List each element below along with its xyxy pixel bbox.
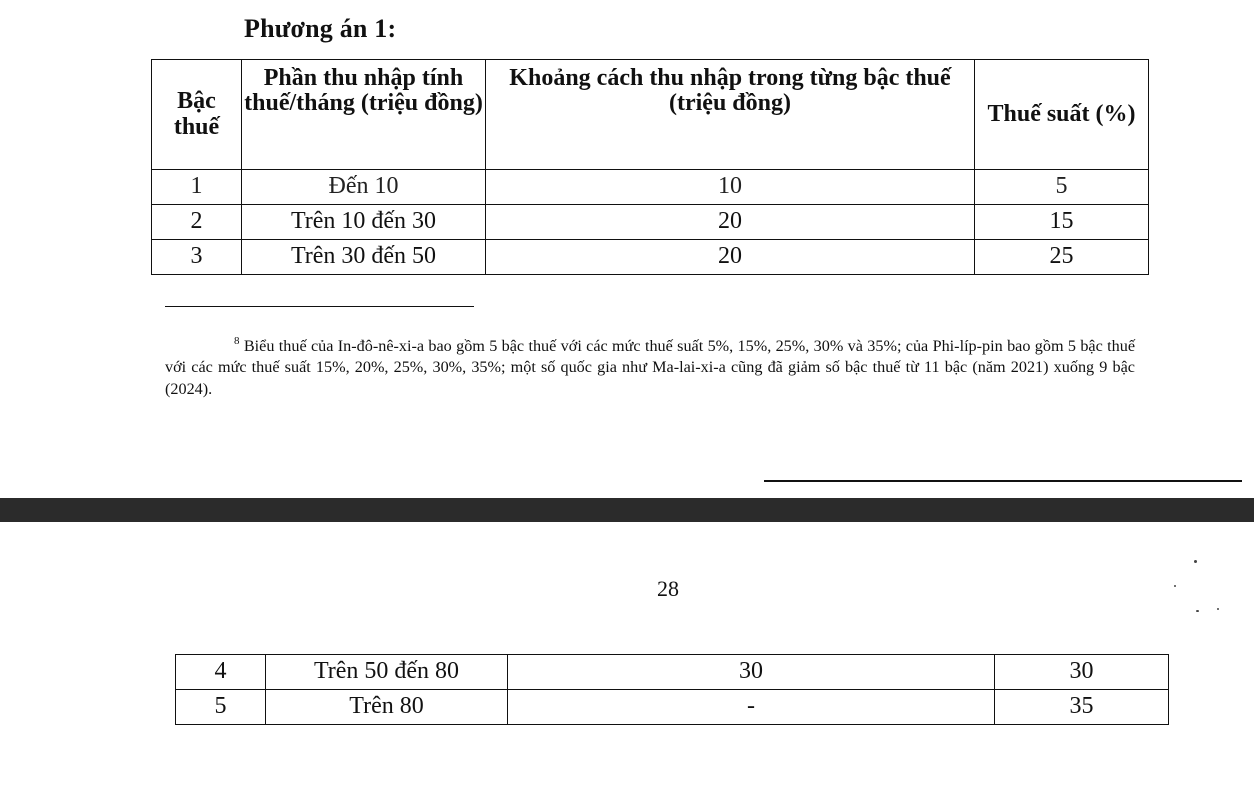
cell-khoang: - xyxy=(508,690,995,725)
table-header-row xyxy=(152,60,1149,170)
scan-speck xyxy=(1196,610,1199,612)
scan-speck xyxy=(1194,560,1197,563)
footnote-separator xyxy=(165,306,474,307)
header-thue-suat: Thuế suất (%) xyxy=(975,60,1149,170)
cell-phan: Trên 10 đến 30 xyxy=(242,205,486,240)
table-row xyxy=(176,690,1169,725)
cell-phan: Trên 30 đến 50 xyxy=(242,240,486,275)
cell-khoang: 30 xyxy=(508,655,995,690)
header-phan-thu-nhap: Phần thu nhập tính thuế/tháng (triệu đồng) xyxy=(242,60,486,170)
cell-thue: 30 xyxy=(995,655,1169,690)
cell-bac: 5 xyxy=(176,690,266,725)
scan-speck xyxy=(1217,608,1219,610)
tax-table-part-1 xyxy=(151,59,1149,275)
table-row xyxy=(152,205,1149,240)
section-heading: Phương án 1: xyxy=(244,14,397,43)
cell-thue: 5 xyxy=(975,170,1149,205)
cell-thue: 25 xyxy=(975,240,1149,275)
cell-bac: 1 xyxy=(152,170,242,205)
page-break-bar xyxy=(0,498,1254,522)
table-row xyxy=(152,170,1149,205)
tax-table-part-2 xyxy=(175,654,1169,725)
scan-speck xyxy=(1174,585,1176,587)
cell-khoang: 20 xyxy=(486,240,975,275)
cell-phan: Trên 80 xyxy=(266,690,508,725)
footnote-number: 8 xyxy=(234,335,240,347)
cell-bac: 3 xyxy=(152,240,242,275)
table-row xyxy=(176,655,1169,690)
cell-thue: 35 xyxy=(995,690,1169,725)
table-row xyxy=(152,240,1149,275)
cell-thue: 15 xyxy=(975,205,1149,240)
header-khoang-cach: Khoảng cách thu nhập trong từng bậc thuế (triệu đồng) xyxy=(486,60,975,170)
cell-bac: 4 xyxy=(176,655,266,690)
cell-bac: 2 xyxy=(152,205,242,240)
cell-khoang: 20 xyxy=(486,205,975,240)
cell-phan: Trên 50 đến 80 xyxy=(266,655,508,690)
footnote-text: Biểu thuế của In-đô-nê-xi-a bao gồm 5 bậc thuế với các mức thuế suất 5%, 15%, 25%, 30% và 35%; của Phi-líp-pin bao gồm 5 bậc thuế với các mức thuế suất 15%, 20%, 25%, 30%, 35%; một số quốc gia như Ma-lai-xi-a cũng đã giảm số bậc thuế từ 11 bậc (năm 2021) xuống 9 bậc (2024). xyxy=(165,337,1136,398)
header-bac-thue: Bậc thuế xyxy=(152,60,242,170)
page-bottom-rule xyxy=(764,480,1242,482)
cell-phan: Đến 10 xyxy=(242,170,486,205)
page-number: 28 xyxy=(657,576,679,601)
cell-khoang: 10 xyxy=(486,170,975,205)
footnote xyxy=(165,336,1135,400)
